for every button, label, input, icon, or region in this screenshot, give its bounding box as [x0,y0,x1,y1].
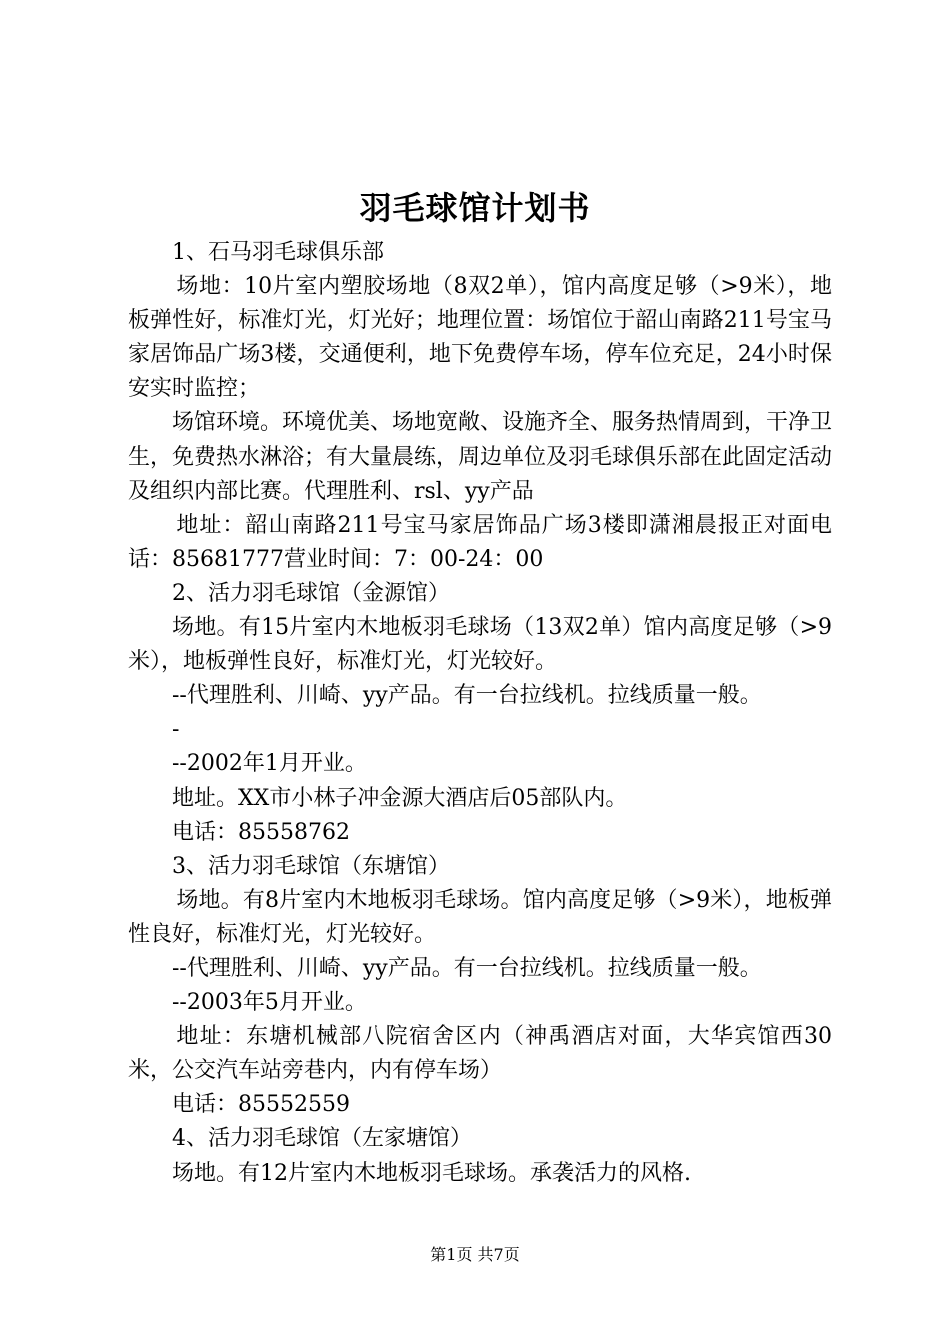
paragraph: 地址：东塘机械部八院宿舍区内（神禹酒店对面，大华宾馆西30米，公交汽车站旁巷内，内有停车场） [128,1024,832,1084]
paragraph: --2002年1月开业。 [172,751,367,777]
paragraph: 电话：85552559 [172,1092,350,1118]
section-heading: 4、活力羽毛球馆（左家塘馆） [172,1126,472,1152]
paragraph: 电话：85558762 [172,819,350,845]
section-heading: 1、石马羽毛球俱乐部 [172,240,384,265]
paragraph: 场地。有8片室内木地板羽毛球场。馆内高度足够（>9米），地板弹性良好，标准灯光，灯光较好。 [128,887,832,947]
paragraph: --代理胜利、川崎、yy产品。有一台拉线机。拉线质量一般。 [172,955,762,981]
page-title: 羽毛球馆计划书 [359,189,591,227]
paragraph: --2003年5月开业。 [172,990,367,1016]
paragraph: 场馆环境。环境优美、场地宽敞、设施齐全、服务热情周到，干净卫生，免费热水淋浴；有大量晨练，周边单位及羽毛球俱乐部在此固定活动及组织内部比赛。代理胜利、rsl、yy产品 [128,410,833,504]
paragraph: 地址：韶山南路211号宝马家居饰品广场3楼即潇湘晨报正对面电话：85681777营业时间：7：00-24：00 [128,512,832,572]
paragraph: 地址。XX市小林子冲金源大酒店后05部队内。 [172,785,628,811]
paragraph: - [172,717,180,743]
document-body [128,236,832,1191]
paragraph: 场地。有12片室内木地板羽毛球场。承袭活力的风格. [172,1160,691,1186]
section-heading: 3、活力羽毛球馆（东塘馆） [172,853,450,879]
paragraph: 场地。有15片室内木地板羽毛球场（13双2单）馆内高度足够（>9米），地板弹性良好，标准灯光，灯光较好。 [128,615,832,675]
page-footer: 第1页 共7页 [430,1245,520,1264]
paragraph: 场地：10片室内塑胶场地（8双2单），馆内高度足够（>9米），地板弹性好，标准灯光，灯光好；地理位置：场馆位于韶山南路211号宝马家居饰品广场3楼，交通便利，地下免费停车场，停车位充足，24小时保安实时监控； [128,274,832,402]
paragraph: --代理胜利、川崎、yy产品。有一台拉线机。拉线质量一般。 [172,683,762,709]
section-heading: 2、活力羽毛球馆（金源馆） [172,580,450,606]
